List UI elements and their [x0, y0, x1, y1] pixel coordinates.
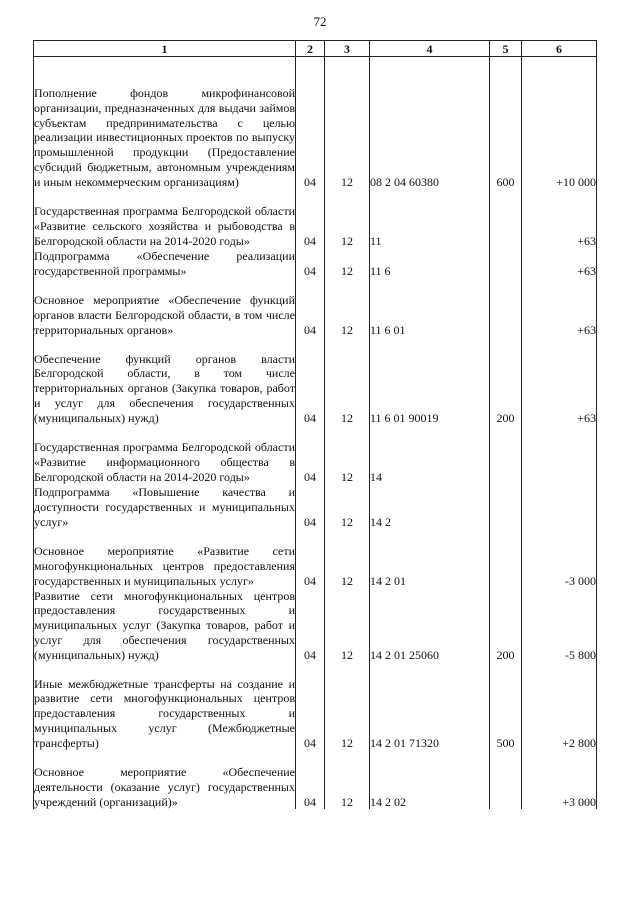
row-expense-type [490, 485, 522, 530]
row-section: 04 [296, 279, 325, 338]
table-row [34, 589, 597, 663]
row-amount: -5 800 [522, 589, 597, 663]
row-expense-type [490, 190, 522, 249]
row-subsection: 12 [325, 249, 370, 279]
row-section: 04 [296, 338, 325, 426]
row-section: 04 [296, 530, 325, 589]
row-amount: +63 [522, 249, 597, 279]
row-amount [522, 426, 597, 485]
row-expense-type: 500 [490, 662, 522, 750]
table-row [34, 426, 597, 485]
row-amount: +63 [522, 279, 597, 338]
row-target-article: 14 2 01 [370, 530, 490, 589]
row-section: 04 [296, 589, 325, 663]
row-target-article: 11 6 [370, 249, 490, 279]
table-header-row [34, 41, 597, 57]
row-amount: +3 000 [522, 750, 597, 809]
row-name: Государственная программа Белгородской области «Развитие информационного общества в Белгородской области на 2014-2020 годы» [34, 426, 296, 485]
row-target-article: 14 2 02 [370, 750, 490, 809]
table-row [34, 190, 597, 249]
header-col-2: 2 [296, 41, 325, 57]
header-col-5: 5 [490, 41, 522, 57]
row-section: 04 [296, 485, 325, 530]
row-section: 04 [296, 750, 325, 809]
row-amount: -3 000 [522, 530, 597, 589]
row-name: Обеспечение функций органов власти Белгородской области, в том числе территориальных органов (Закупка товаров, работ и услуг для обеспечения государственных (муниципальных) нужд) [34, 338, 296, 426]
header-col-4: 4 [370, 41, 490, 57]
row-name: Основное мероприятие «Развитие сети многофункциональных центров предоставления государственных и муниципальных услуг» [34, 530, 296, 589]
row-amount: +10 000 [522, 57, 597, 190]
row-subsection: 12 [325, 530, 370, 589]
row-expense-type [490, 426, 522, 485]
table-row [34, 750, 597, 809]
row-name: Пополнение фондов микрофинансовой организации, предназначенных для выдачи займов субъектам предпринимательства с целью реализации инвестиционных проектов по выпуску промышленной продукции (Предоставление субсидий бюджетным, автономным учреждениям и иным некоммерческим организациям) [34, 57, 296, 190]
page-number: 72 [313, 14, 327, 29]
row-name: Иные межбюджетные трансферты на создание и развитие сети многофункциональных центров предоставления государственных и муниципальных услуг (Межбюджетные трансферты) [34, 662, 296, 750]
row-amount: +63 [522, 338, 597, 426]
header-col-6: 6 [522, 41, 597, 57]
row-expense-type: 600 [490, 57, 522, 190]
row-target-article: 14 2 01 25060 [370, 589, 490, 663]
row-subsection: 12 [325, 589, 370, 663]
table-row [34, 530, 597, 589]
row-section: 04 [296, 190, 325, 249]
row-amount [522, 485, 597, 530]
row-target-article: 14 2 01 71320 [370, 662, 490, 750]
row-subsection: 12 [325, 190, 370, 249]
row-subsection: 12 [325, 426, 370, 485]
row-subsection: 12 [325, 279, 370, 338]
row-target-article: 14 2 [370, 485, 490, 530]
row-subsection: 12 [325, 57, 370, 190]
row-expense-type: 200 [490, 589, 522, 663]
table-row [34, 662, 597, 750]
row-name: Основное мероприятие «Обеспечение деятельности (оказание услуг) государственных учреждений (организаций)» [34, 750, 296, 809]
row-expense-type [490, 530, 522, 589]
row-name: Подпрограмма «Обеспечение реализации государственной программы» [34, 248, 295, 278]
row-subsection: 12 [325, 662, 370, 750]
row-section: 04 [296, 249, 325, 279]
table-row [34, 338, 597, 426]
budget-table [33, 40, 597, 809]
row-amount: +63 [522, 190, 597, 249]
row-section: 04 [296, 57, 325, 190]
table-row [34, 279, 597, 338]
table-row [34, 249, 597, 279]
row-target-article: 14 [370, 426, 490, 485]
row-subsection: 12 [325, 338, 370, 426]
table-row [34, 485, 597, 530]
row-subsection: 12 [325, 485, 370, 530]
row-subsection: 12 [325, 750, 370, 809]
row-name: Основное мероприятие «Обеспечение функций органов власти Белгородской области, в том числе территориальных органов» [34, 279, 296, 338]
row-name: Развитие сети многофункциональных центров предоставления государственных и муниципальных услуг (Закупка товаров, работ и услуг для обеспечения государственных (муниципальных) нужд) [34, 588, 295, 662]
row-target-article: 08 2 04 60380 [370, 57, 490, 190]
row-expense-type [490, 279, 522, 338]
row-target-article: 11 [370, 190, 490, 249]
row-name: Подпрограмма «Повышение качества и доступности государственных и муниципальных услуг» [34, 485, 295, 529]
row-target-article: 11 6 01 90019 [370, 338, 490, 426]
row-expense-type [490, 249, 522, 279]
row-target-article: 11 6 01 [370, 279, 490, 338]
row-section: 04 [296, 426, 325, 485]
row-amount: +2 800 [522, 662, 597, 750]
header-col-3: 3 [325, 41, 370, 57]
row-name: Государственная программа Белгородской области «Развитие сельского хозяйства и рыбоводства в Белгородской области на 2014-2020 годы» [34, 190, 296, 249]
row-expense-type [490, 750, 522, 809]
table-row [34, 57, 597, 190]
row-expense-type: 200 [490, 338, 522, 426]
row-section: 04 [296, 662, 325, 750]
header-col-1: 1 [34, 41, 296, 57]
